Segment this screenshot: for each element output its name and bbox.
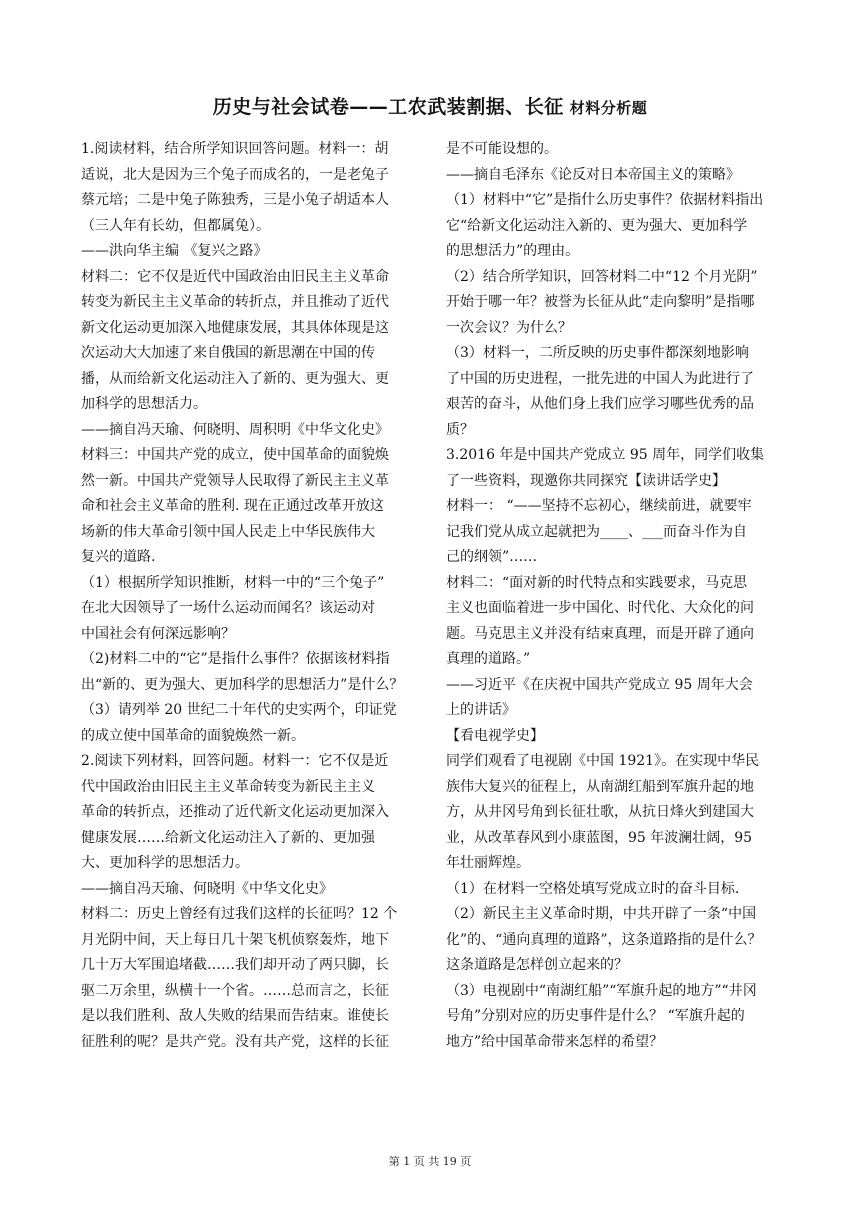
text-line: 业，从改革春风到小康蓝图，95 年波澜壮阔，95: [446, 829, 753, 846]
text-line: 材料二：历史上曾经有过我们这样的长征吗？12 个: [81, 906, 398, 922]
text-line: 年壮丽辉煌。: [446, 855, 530, 871]
text-line: 适说，北大是因为三个兔子而成名的，一是老兔子: [81, 166, 389, 183]
text-line: 场新的伟大革命引领中国人民走上中华民族伟大: [81, 523, 375, 540]
text-line: 次运动大大加速了来自俄国的新思潮在中国的传: [81, 345, 375, 361]
text-line: 族伟大复兴的征程上，从南湖红船到军旗升起的地: [446, 778, 754, 795]
text-line: （3）请列举 20 世纪二十年代的史实两个，印证党: [81, 702, 397, 718]
text-line: 一次会议？为什么？: [446, 319, 572, 336]
title-sub: 材料分析题: [569, 99, 648, 117]
text-line: 主义也面临着进一步中国化、时代化、大众化的问: [446, 600, 754, 616]
text-line: 2.阅读下列材料，回答问题。材料一：它不仅是近: [81, 753, 389, 769]
text-line: 代中国政治由旧民主主义革命转变为新民主主义: [81, 778, 375, 795]
page-footer: 第 1 页 共 19 页: [388, 1155, 472, 1168]
text-line: 材料三：中国共产党的成立，使中国革命的面貌焕: [81, 447, 389, 463]
right-column: [446, 137, 786, 1055]
text-line: ——摘自冯天瑜、何晓明、周积明《中华文化史》: [81, 421, 389, 438]
text-line: （2)材料二中的“它”是指什么事件？依据该材料指: [81, 651, 390, 667]
text-line: （3）电视剧中“南湖红船”“军旗升起的地方”“井冈: [446, 982, 757, 999]
text-line: ——洪向华主编 《复兴之路》: [81, 243, 268, 259]
text-line: 月光阴中间，天上每日几十架飞机侦察轰炸，地下: [81, 931, 389, 948]
text-line: （2）新民主主义革命时期，中共开辟了一条“中国: [446, 906, 757, 922]
text-line: 大、更加科学的思想活力。: [81, 855, 249, 871]
text-line: （1）在材料一空格处填写党成立时的奋斗目标.: [446, 880, 740, 897]
text-line: 方，从井冈号角到长征壮歌，从抗日烽火到建国大: [446, 804, 754, 820]
text-line: ——摘自毛泽东《论反对日本帝国主义的策略》: [446, 166, 740, 183]
text-line: 了一些资料，现邀你共同探究【读讲话学史】: [446, 472, 726, 489]
text-line: （2）结合所学知识，回答材料二中“12 个月光阴”: [446, 268, 758, 285]
text-line: 材料一： “——坚持不忘初心，继续前进，就要牢: [446, 498, 752, 514]
left-column: [81, 137, 421, 1055]
text-line: 3.2016 年是中国共产党成立 95 周年，同学们收集: [446, 447, 765, 463]
text-line: 同学们观看了电视剧《中国 1921》。在实现中华民: [446, 753, 760, 769]
text-line: 了中国的历史进程，一批先进的中国人为此进行了: [446, 370, 754, 387]
text-line: 质？: [446, 421, 474, 438]
text-line: 它“给新文化运动注入新的、更为强大、更加科学: [446, 217, 748, 234]
text-line: 地方”给中国革命带来怎样的希望？: [446, 1033, 664, 1050]
text-line: 出“新的、更为强大、更加科学的思想活力”是什么？: [81, 676, 404, 693]
page-title: [0, 92, 860, 119]
text-line: 征胜利的呢？是共产党。没有共产党，这样的长征: [81, 1033, 389, 1050]
text-line: 复兴的道路.: [81, 549, 156, 565]
text-line: 中国社会有何深远影响？: [81, 625, 235, 642]
text-line: （1）根据所学知识推断，材料一中的“三个兔子”: [81, 574, 385, 591]
text-line: 材料二：“面对新的时代特点和实践要求，马克思: [446, 574, 748, 591]
text-line: 然一新。中国共产党领导人民取得了新民主主义革: [81, 472, 389, 489]
text-line: （3）材料一，二所反映的历史事件都深刻地影响: [446, 345, 749, 361]
title-main: 历史与社会试卷——工农武装割据、长征: [212, 96, 564, 118]
text-line: 健康发展……给新文化运动注入了新的、更加强: [81, 829, 375, 846]
text-line: 这条道路是怎样创立起来的？: [446, 957, 628, 973]
text-line: 是不可能设想的。: [446, 141, 558, 157]
text-line: 上的讲话》: [446, 702, 516, 718]
text-line: 蔡元培；二是中兔子陈独秀，三是小兔子胡适本人: [81, 192, 389, 208]
text-line: 【看电视学史】: [446, 727, 544, 744]
text-line: 几十万大军围追堵截……我们却开动了两只脚，长: [81, 957, 389, 973]
text-line: 化”的、“通向真理的道路”，这条道路指的是什么？: [446, 931, 762, 948]
text-line: ——摘自冯天瑜、何晓明《中华文化史》: [81, 880, 333, 897]
text-line: （三人年有长幼，但都属兔）。: [81, 217, 270, 234]
text-line: 驱二万余里，纵横十一个省。……总而言之，长征: [81, 982, 389, 999]
text-line: 材料二：它不仅是近代中国政治由旧民主主义革命: [81, 268, 389, 285]
text-line: 革命的转折点，还推动了近代新文化运动更加深入: [81, 804, 389, 820]
text-line: 播，从而给新文化运动注入了新的、更为强大、更: [81, 370, 389, 387]
text-line: 记我们党从成立起就把为____、___而奋斗作为自: [446, 523, 747, 540]
text-line: 的成立使中国革命的面貌焕然一新。: [81, 727, 305, 744]
text-line: 的思想活力”的理由。: [446, 243, 580, 259]
text-line: 转变为新民主主义革命的转折点，并且推动了近代: [81, 294, 389, 310]
text-line: 号角”分别对应的历史事件是什么？ “军旗升起的: [446, 1008, 745, 1024]
text-line: 新文化运动更加深入地健康发展，其具体体现是这: [81, 319, 389, 336]
text-line: ——习近平《在庆祝中国共产党成立 95 周年大会: [446, 676, 753, 693]
text-line: 是以我们胜利、敌人失败的结果而告结束。谁使长: [81, 1008, 389, 1024]
text-line: （1）材料中“它”是指什么历史事件？依据材料指出: [446, 192, 764, 208]
text-line: 真理的道路。”: [446, 651, 531, 667]
text-line: 开始于哪一年？被誉为长征从此“走向黎明”是指哪: [446, 294, 755, 310]
text-line: 己的纲领”……: [446, 549, 538, 565]
text-line: 题。马克思主义并没有结束真理，而是开辟了通向: [446, 625, 754, 642]
text-line: 艰苦的奋斗，从他们身上我们应学习哪些优秀的品: [446, 396, 754, 412]
text-line: 在北大因领导了一场什么运动而闻名？该运动对: [81, 600, 375, 616]
text-line: 1.阅读材料，结合所学知识回答问题。材料一：胡: [81, 141, 389, 157]
text-line: 命和社会主义革命的胜利. 现在正通过改革开放这: [81, 498, 384, 514]
text-line: 加科学的思想活力。: [81, 396, 207, 412]
